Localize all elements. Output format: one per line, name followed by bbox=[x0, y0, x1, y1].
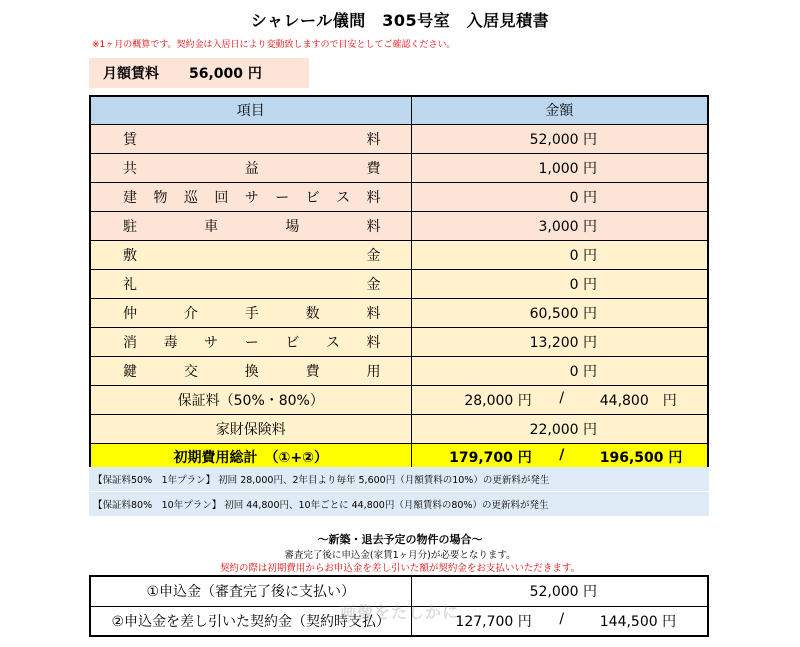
contract-fee-high: 144,500 円 bbox=[599, 613, 677, 630]
notice-text: ※1ヶ月の概算です。契約金は入居日により変動致しますので目安としてご確認ください。 bbox=[92, 40, 456, 50]
item-char: 費 bbox=[305, 363, 320, 380]
contract-fee-label: ②申込金を差し引いた契約金（契約時支払） bbox=[90, 606, 411, 636]
application-fee-amount: 52,000 円 bbox=[411, 576, 708, 606]
item-char: 料 bbox=[366, 218, 381, 235]
monthly-rent-value: 56,000 円 bbox=[189, 66, 262, 82]
item-char: サ bbox=[244, 189, 259, 206]
item-char: 物 bbox=[153, 189, 168, 206]
item-char: 数 bbox=[305, 305, 320, 322]
item-char: 料 bbox=[366, 305, 381, 322]
item-amount-cell: 13,200 円 bbox=[411, 327, 708, 356]
item-name-cell bbox=[90, 182, 411, 211]
item-char: 敷 bbox=[123, 247, 137, 264]
table-row bbox=[90, 153, 708, 182]
table-header-row bbox=[90, 96, 708, 124]
plan-80-note: 【保証料80% 10年プラン】 初回 44,800円、10年ごとに 44,800円（月額賃料の80%）の更新料が発生 bbox=[89, 492, 709, 516]
table-row bbox=[90, 211, 708, 240]
item-char: 消 bbox=[123, 334, 137, 351]
insurance-amount: 22,000 円 bbox=[411, 414, 708, 443]
item-name-cell bbox=[90, 356, 411, 385]
new-build-line-1: 審査完了後に申込金(家賃1ヶ月分)が必要となります。 bbox=[284, 550, 516, 561]
item-amount-cell: 52,000 円 bbox=[411, 124, 708, 153]
guarantee-label: 保証料（50%・80%） bbox=[90, 385, 411, 414]
guarantee-sep: / bbox=[559, 389, 565, 406]
item-name-cell bbox=[90, 153, 411, 182]
item-char: ス bbox=[325, 334, 340, 351]
total-sep: / bbox=[559, 447, 565, 464]
item-rows bbox=[90, 124, 708, 385]
item-char: 介 bbox=[183, 305, 198, 322]
item-amount-cell: 0 円 bbox=[411, 269, 708, 298]
header-amount: 金額 bbox=[411, 96, 708, 124]
guarantee-row bbox=[90, 385, 708, 414]
total-label: 初期費用総計 （①+②） bbox=[90, 443, 411, 472]
header-item: 項目 bbox=[90, 96, 411, 124]
item-char: ー bbox=[244, 334, 259, 351]
table-row bbox=[90, 182, 708, 211]
guarantee-high: 44,800 円 bbox=[599, 392, 677, 409]
item-char: 共 bbox=[123, 160, 137, 177]
new-build-line-2: 契約の際は初期費用からお申込金を差し引いた額が契約金をお支払いいただきます。 bbox=[219, 563, 581, 574]
item-amount-cell: 1,000 円 bbox=[411, 153, 708, 182]
table-row bbox=[90, 240, 708, 269]
item-name-cell bbox=[90, 240, 411, 269]
total-high: 196,500 円 bbox=[599, 450, 683, 467]
watermark-text: 画像をたしかに bbox=[340, 603, 460, 622]
item-char: 回 bbox=[214, 189, 229, 206]
item-char: 換 bbox=[244, 363, 259, 380]
item-char: 金 bbox=[366, 276, 381, 293]
item-char: 礼 bbox=[123, 276, 137, 293]
table-row bbox=[90, 356, 708, 385]
item-char: 鍵 bbox=[123, 363, 137, 380]
item-name-cell bbox=[90, 298, 411, 327]
estimate-table bbox=[89, 95, 709, 473]
table-row bbox=[90, 124, 708, 153]
guarantee-amount bbox=[411, 385, 708, 414]
item-amount-cell: 60,500 円 bbox=[411, 298, 708, 327]
item-char: 仲 bbox=[123, 305, 137, 322]
monthly-rent-box bbox=[89, 58, 309, 88]
item-name-cell bbox=[90, 124, 411, 153]
item-amount-cell: 3,000 円 bbox=[411, 211, 708, 240]
item-char: 巡 bbox=[183, 189, 198, 206]
item-char: 費 bbox=[366, 160, 381, 177]
item-amount-cell: 0 円 bbox=[411, 240, 708, 269]
table-row bbox=[90, 327, 708, 356]
page-title: シャレール儀間 305号室 入居見積書 bbox=[250, 11, 550, 30]
contract-fee-low: 127,700 円 bbox=[455, 613, 532, 630]
contract-fee-sep: / bbox=[559, 610, 565, 627]
insurance-row bbox=[90, 414, 708, 443]
item-char: 料 bbox=[366, 189, 381, 206]
item-char: 手 bbox=[244, 305, 259, 322]
application-fee-label: ①申込金（審査完了後に支払い） bbox=[90, 576, 411, 606]
item-char: ビ bbox=[285, 334, 300, 351]
table-row bbox=[90, 269, 708, 298]
item-name-cell bbox=[90, 211, 411, 240]
item-char: ー bbox=[275, 189, 290, 206]
table-row bbox=[90, 298, 708, 327]
item-char: 建 bbox=[123, 189, 137, 206]
item-char: 料 bbox=[366, 131, 381, 148]
item-char: 車 bbox=[204, 218, 219, 235]
item-char: 用 bbox=[366, 363, 381, 380]
item-name-cell bbox=[90, 327, 411, 356]
item-char: 駐 bbox=[123, 218, 137, 235]
item-char: 賃 bbox=[123, 131, 137, 148]
plan-50-note: 【保証料50% 1年プラン】 初回 28,000円、2年目より毎年 5,600円（月額賃料の10%）の更新料が発生 bbox=[89, 467, 709, 491]
item-char: 場 bbox=[285, 218, 300, 235]
monthly-rent-label: 月額賃料 bbox=[103, 66, 159, 82]
item-name-cell bbox=[90, 269, 411, 298]
item-char: ス bbox=[336, 189, 351, 206]
item-char: 金 bbox=[366, 247, 381, 264]
item-char: サ bbox=[204, 334, 219, 351]
item-amount-cell: 0 円 bbox=[411, 356, 708, 385]
item-char: ビ bbox=[305, 189, 320, 206]
item-char: 毒 bbox=[163, 334, 178, 351]
insurance-label: 家財保険料 bbox=[90, 414, 411, 443]
total-low: 179,700 円 bbox=[449, 450, 532, 467]
item-char: 益 bbox=[244, 160, 259, 177]
new-build-title: ～新築・退去予定の物件の場合～ bbox=[317, 533, 483, 546]
guarantee-low: 28,000 円 bbox=[464, 392, 532, 409]
item-char: 交 bbox=[183, 363, 198, 380]
item-char: 料 bbox=[366, 334, 381, 351]
item-amount-cell: 0 円 bbox=[411, 182, 708, 211]
